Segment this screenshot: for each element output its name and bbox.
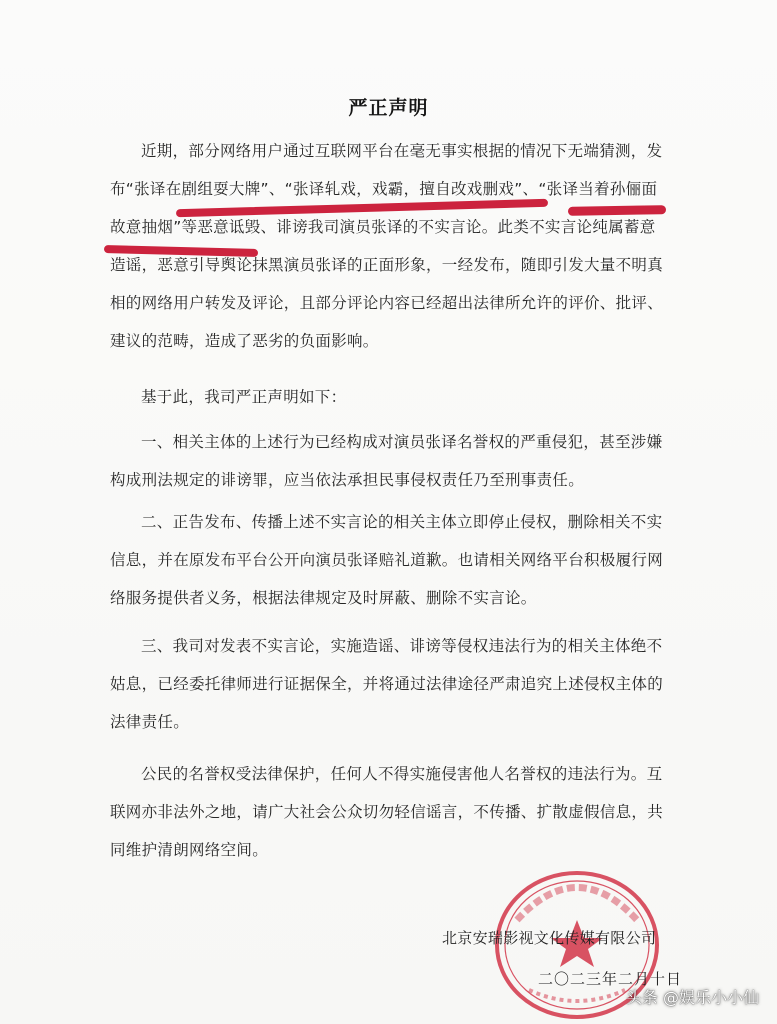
paragraph-line: 法律责任。 (110, 713, 190, 731)
highlight-underline (568, 205, 666, 216)
paragraph-line: 近期，部分网络用户通过互联网平台在毫无事实根据的情况下无端猜测，发 (141, 142, 663, 160)
paragraph-line: 造谣，恶意引导舆论抹黑演员张译的正面形象，一经发布，随即引发大量不明真 (110, 256, 664, 274)
paragraph-line: 相的网络用户转发及评论，且部分评论内容已经超出法律所允许的评价、批评、 (110, 294, 664, 312)
paragraph-line: 二、正告发布、传播上述不实言论的相关主体立即停止侵权，删除相关不实 (141, 513, 663, 531)
paragraph-line: 姑息，已经委托律师进行证据保全，并将通过法律途径严肃追究上述侵权主体的 (110, 675, 664, 693)
paragraph-line: 同维护清朗网络空间。 (110, 841, 269, 859)
paragraph-line: 基于此，我司严正声明如下： (141, 388, 347, 406)
paragraph-closing (110, 755, 670, 869)
document-title: 严正声明 (348, 97, 429, 119)
paragraph-line: 布“张译在剧组耍大牌”、“张译轧戏，戏霸，擅自改戏删戏”、“张译当着孙俪面 (110, 180, 658, 198)
paragraph-line: 一、相关主体的上述行为已经构成对演员张译名誉权的严重侵犯，甚至涉嫌 (141, 433, 663, 451)
paragraph-line: 建议的范畴，造成了恶劣的负面影响。 (110, 332, 379, 350)
signature-date: 二〇二三年二月十日 (538, 970, 683, 988)
paragraph-line: 信息，并在原发布平台公开向演员张译赔礼道歉。也请相关网络平台积极履行网 (110, 551, 664, 569)
paragraph-line: 公民的名誉权受法律保护，任何人不得实施侵害他人名誉权的违法行为。互 (141, 765, 663, 783)
signature-company: 北京安瑞影视文化传媒有限公司 (442, 929, 657, 947)
paragraph-intro (110, 132, 670, 360)
paragraph-point-two (110, 503, 670, 617)
paragraph-line: 联网亦非法外之地，请广大社会公众切勿轻信谣言，不传播、扩散虚假信息，共 (110, 803, 664, 821)
paragraph-line: 三、我司对发表不实言论，实施造谣、诽谤等侵权违法行为的相关主体绝不 (141, 637, 663, 655)
paragraph-line: 络服务提供者义务，根据法律规定及时屏蔽、删除不实言论。 (110, 589, 537, 607)
paragraph-line: 构成刑法规定的诽谤罪，应当依法承担民事侵权责任乃至刑事责任。 (110, 471, 585, 489)
paragraph-line: 故意抽烟”等恶意诋毁、诽谤我司演员张译的不实言论。此类不实言论纯属蓄意 (110, 218, 656, 236)
watermark: 头条 @娱乐小小仙 (625, 988, 759, 1007)
paragraph-point-one (110, 423, 670, 499)
paragraph-basis (110, 378, 670, 416)
paragraph-point-three (110, 627, 670, 741)
